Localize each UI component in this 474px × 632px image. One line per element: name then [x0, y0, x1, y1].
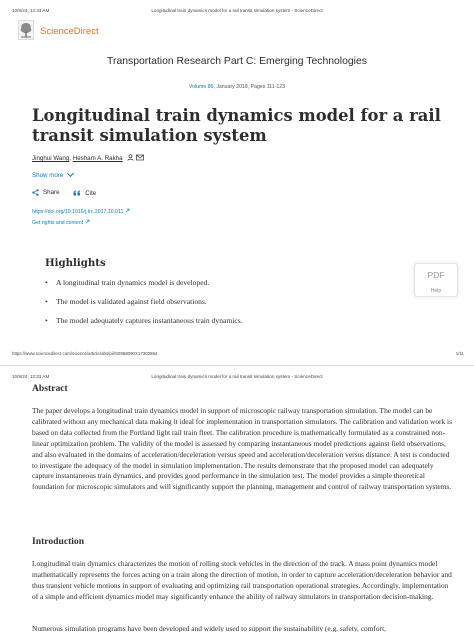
- quote-icon: [73, 190, 81, 196]
- highlight-item: • The model adequately captures instantaneous train dynamics.: [45, 316, 405, 335]
- highlights-list: [45, 278, 405, 335]
- doi-text: https://doi.org/10.1016/j.trc.2017.10.011: [32, 209, 124, 215]
- share-label: Share: [43, 189, 60, 196]
- journal-date-pages: , January 2018, Pages 111-123: [213, 84, 286, 90]
- elsevier-tree-icon: [18, 20, 34, 40]
- print-url: https://www.sciencedirect.com/science/article/abs/pii/S0968090X17302864: [12, 351, 158, 356]
- journal-meta: [0, 84, 474, 90]
- print-footer: [12, 351, 464, 359]
- doi-link[interactable]: [32, 208, 130, 215]
- abstract-heading: Abstract: [32, 383, 68, 394]
- highlight-item: • The model is validated against field observations.: [45, 297, 405, 316]
- pdf-page-2: [0, 365, 474, 632]
- volume-link[interactable]: Volume 86: [188, 84, 214, 90]
- introduction-paragraph: Numerous simulation programs have been developed and widely used to support the sustainability (e.g. safety, comfort,: [32, 624, 386, 632]
- author-link[interactable]: Hesham A. Rakha: [72, 155, 123, 163]
- chevron-down-icon: [67, 169, 74, 176]
- logo-text: ScienceDirect: [40, 26, 99, 37]
- print-page-number: 1/11: [455, 351, 464, 356]
- abstract-text: The paper develops a longitudinal train dynamics model in support of microscopic railway transportation simulation. The model can be calibrated without any mechanical data making it ideal for implementation in transportation simulators. The calibration and validation work is based on data collected from the Portland light rail train fleet. The calibration procedure is mathematically formulated as a constrained non-linear optimization problem. The validity of the model is assessed by comparing instantaneous model predictions against field observations, and also evaluated in the domains of acceleration/deceleration versus speed and acceleration/deceleration versus distance. A test is conducted to investigate the adequacy of the model in simulation implementation. The results demonstrate that the proposed model can adequately capture instantaneous train dynamics, and provides good performance in the simulation test. The model provides a simple theoretical foundation for microscopic simulators and will significantly support the planning, management and control of railway transportation systems.: [32, 406, 452, 492]
- print-date: 10/9/24, 12:33 AM: [12, 8, 50, 13]
- print-title: Longitudinal train dynamics model for a rail transit simulation system - ScienceDirect: [151, 374, 323, 379]
- help-link[interactable]: Help: [430, 288, 442, 294]
- introduction-heading: Introduction: [32, 536, 85, 547]
- print-header: [12, 374, 462, 382]
- journal-title[interactable]: Transportation Research Part C: Emerging Technologies: [107, 56, 367, 67]
- show-more-label: Show more: [32, 172, 64, 179]
- introduction-paragraph: Longitudinal train dynamics characterizes the motion of rolling stock vehicles in the direction of the track. A mass point dynamics model mathematically represents the forces acting on a train along the direction of motion, in order to capture acceleration/deceleration behavior and thus transient vehicle motions in support of evaluating and optimizing rail transportation operational strategies. Accordingly, implementation of a simple and efficient dynamics model may significantly enhance the ability of railway simulators in transportation decision-making.: [32, 559, 452, 601]
- highlight-item: • A longitudinal train dynamics model is developed.: [45, 278, 405, 297]
- author-icons: [127, 154, 144, 163]
- share-button[interactable]: [32, 189, 60, 196]
- external-link-icon: [125, 208, 130, 213]
- article-title: Longitudinal train dynamics model for a rail transit simulation system: [32, 106, 441, 145]
- rights-text: Get rights and content: [32, 220, 84, 226]
- print-date: 10/9/24, 12:33 AM: [12, 374, 50, 379]
- email-icon[interactable]: [136, 154, 144, 161]
- cite-button[interactable]: [73, 190, 96, 197]
- share-icon: [32, 189, 39, 196]
- show-more-button[interactable]: [32, 172, 73, 179]
- author-link[interactable]: Jinghui Wang: [32, 155, 70, 163]
- article-actions: [32, 189, 108, 198]
- pdf-label: PDF: [427, 270, 445, 280]
- print-title: Longitudinal train dynamics model for a rail transit simulation system - ScienceDirect: [151, 8, 323, 13]
- highlights-heading: Highlights: [45, 257, 106, 269]
- cite-label: Cite: [85, 189, 97, 197]
- print-header: [12, 8, 462, 18]
- external-link-icon: [85, 219, 90, 224]
- rights-link[interactable]: [32, 219, 90, 226]
- author-list: [32, 154, 144, 163]
- author-separator: ,: [69, 155, 71, 163]
- person-icon[interactable]: [127, 154, 134, 161]
